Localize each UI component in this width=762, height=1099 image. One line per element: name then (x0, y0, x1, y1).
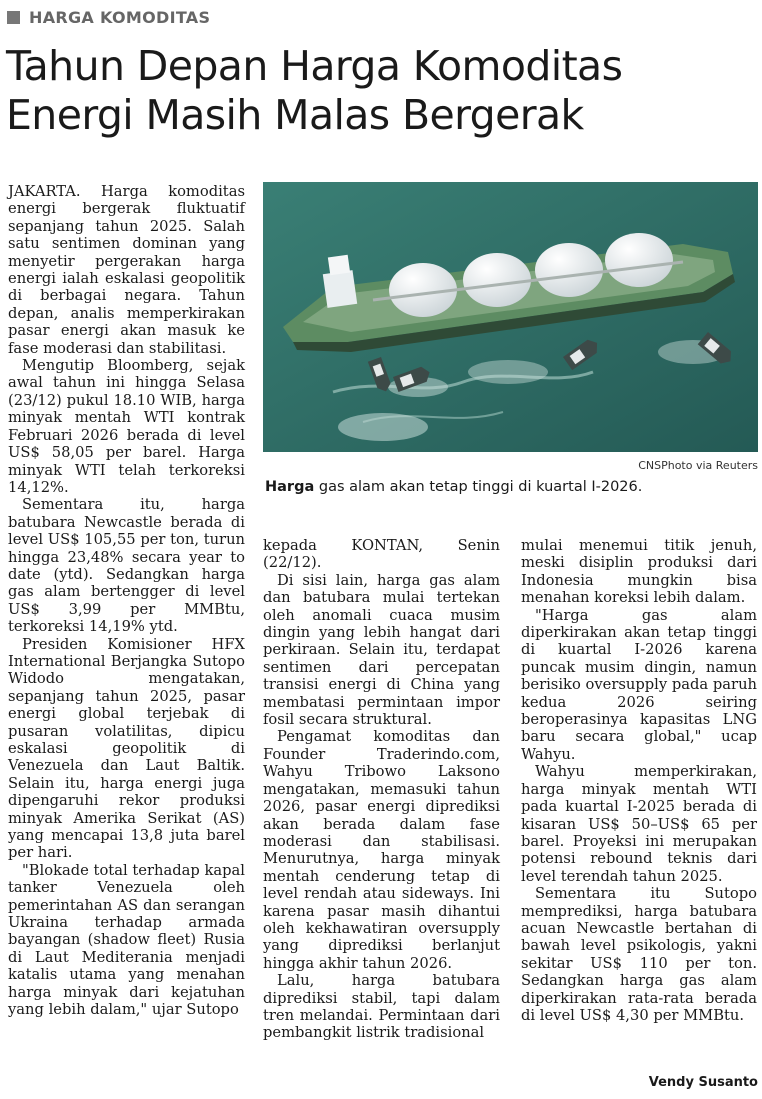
paragraph: Lalu, harga batubara diprediksi stabil, tapi dalam tren melandai. Permintaan dari pembangkit listrik tradisional (263, 972, 500, 1042)
paragraph: JAKARTA. Harga komoditas energi bergerak fluktuatif sepanjang tahun 2025. Salah satu sentimen dominan yang menyetir pergerakan harga energi ialah eskalasi geopolitik di berbagai negara. Tahun depan, analis memperkirakan pasar energi akan masuk ke fase moderasi dan stabilitasi. (8, 183, 245, 357)
foam (468, 360, 548, 384)
section-label: HARGA KOMODITAS (29, 7, 211, 27)
caption-text: gas alam akan tetap tinggi di kuartal I-2026. (314, 479, 643, 495)
section-square-icon (7, 11, 20, 24)
headline (6, 42, 758, 140)
paragraph: Pengamat komoditas dan Founder Traderindo.com, Wahyu Tribowo Laksono mengatakan, memasuki tahun 2026, pasar energi diprediksi akan berada dalam fase moderasi dan stabilisasi. Menurutnya, harga minyak mentah cenderung tetap di level rendah atau sideways. Ini karena pasar masih dihantui oleh kekhawatiran oversupply yang diprediksi berlanjut hingga akhir tahun 2026. (263, 728, 500, 972)
article-column-1 (8, 183, 245, 1019)
paragraph: kepada KONTAN, Senin (22/12). (263, 537, 500, 572)
foam (338, 413, 428, 441)
paragraph: Wahyu memperkirakan, harga minyak mentah WTI pada kuartal I-2025 berada di kisaran US$ 50–US$ 65 per barel. Proyeksi ini merupakan potensi rebound teknis dari level terendah tahun 2025. (521, 763, 757, 885)
lng-tanker-photo (263, 182, 758, 452)
photo-caption (265, 479, 760, 495)
article-column-2 (263, 537, 500, 1042)
ship-bridge-top (328, 255, 350, 276)
paragraph: Di sisi lain, harga gas alam dan batubara mulai tertekan oleh anomali cuaca musim dingin yang lebih hangat dari perkiraan. Selain itu, terdapat sentimen dari percepatan transisi energi di China yang membatasi permintaan impor fosil secara struktural. (263, 571, 500, 729)
paragraph: Sementara itu Sutopo memprediksi, harga batubara acuan Newcastle bertahan di bawah level psikologis, yakni sekitar US$ 110 per ton. Sedangkan harga gas alam diperkirakan rata-rata berada di level US$ 4,30 per MMBtu. (521, 885, 757, 1024)
article-column-3 (521, 537, 757, 1024)
lng-tank (535, 243, 603, 297)
headline-line-2: Energi Masih Malas Bergerak (6, 91, 584, 139)
byline: Vendy Susanto (648, 1075, 758, 1090)
paragraph: Presiden Komisioner HFX International Berjangka Sutopo Widodo mengatakan, sepanjang tahun 2025, pasar energi global terjebak di pusaran volatilitas, dipicu eskalasi geopolitik di Venezuela dan Laut Baltik. Selain itu, harga energi juga dipengaruhi rekor produksi minyak Amerika Serikat (AS) yang mencapai 13,8 juta barel per hari. (8, 635, 245, 862)
paragraph: "Harga gas alam diperkirakan akan tetap tinggi di kuartal I-2026 karena puncak musim dingin, namun berisiko oversupply pada paruh kedua 2026 seiring beroperasinya kapasitas LNG baru secara global," ucap Wahyu. (521, 606, 757, 763)
headline-line-1: Tahun Depan Harga Komoditas (6, 42, 623, 90)
paragraph: Sementara itu, harga batubara Newcastle berada di level US$ 105,55 per ton, turun hingga 23,48% secara year to date (ytd). Sedangkan harga gas alam bertengger di level US$ 3,99 per MMBtu, terkoreksi 14,19% ytd. (8, 496, 245, 636)
caption-lead: Harga (265, 479, 315, 495)
ship-bridge (323, 270, 357, 308)
photo-credit: CNSPhoto via Reuters (638, 459, 758, 472)
paragraph: Mengutip Bloomberg, sejak awal tahun ini hingga Selasa (23/12) pukul 18.10 WIB, harga minyak mentah WTI kontrak Februari 2026 berada di level US$ 58,05 per barel. Harga minyak WTI telah terkoreksi 14,12%. (8, 357, 245, 496)
paragraph: "Blokade total terhadap kapal tanker Venezuela oleh pemerintahan AS dan serangan Ukraina terhadap armada bayangan (shadow fleet) Rusia di Laut Mediterania menjadi katalis utama yang menahan harga minyak dari kejatuhan yang lebih dalam," ujar Sutopo (8, 861, 245, 1019)
lng-tank (605, 233, 673, 287)
section-kicker (7, 6, 210, 28)
lng-tank (463, 253, 531, 307)
paragraph: mulai menemui titik jenuh, meski disiplin produksi dari Indonesia mungkin bisa menahan koreksi lebih dalam. (521, 537, 757, 607)
